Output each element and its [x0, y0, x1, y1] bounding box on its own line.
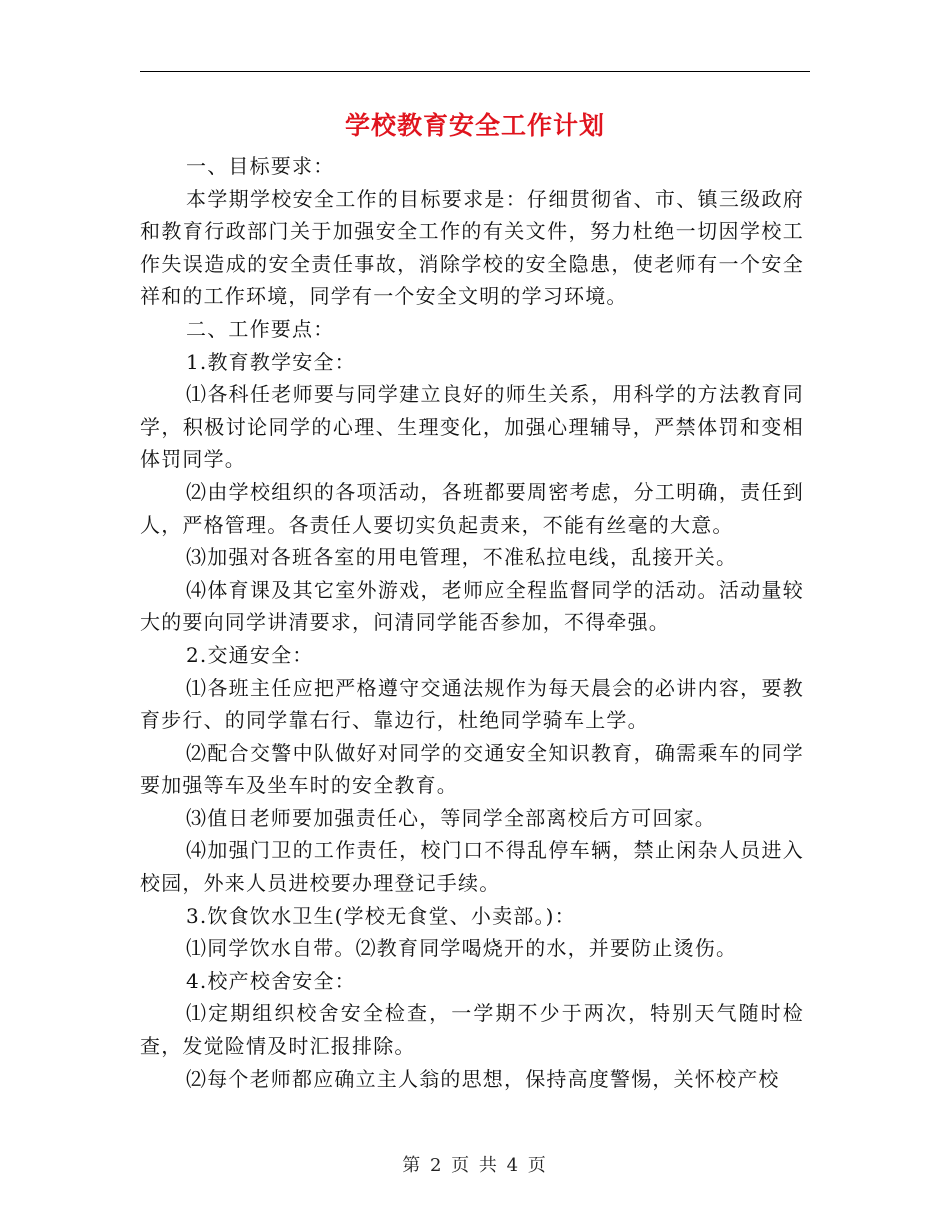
- paragraph-property-item-2: ⑵每个老师都应确立主人翁的思想，保持高度警惕，关怀校产校: [186, 1066, 780, 1091]
- paragraph-food-hygiene-heading: 3.饮食饮水卫生(学校无食堂、小卖部。)：: [186, 903, 576, 928]
- paragraph-teaching-item-4: ⑷体育课及其它室外游戏，老师应全程监督同学的活动。活动量较大的要向同学讲清要求，问清同学能否参加，不得牵强。: [140, 577, 804, 635]
- paragraph-teaching-item-3: ⑶加强对各班各室的用电管理，不准私拉电线，乱接开关。: [186, 545, 738, 570]
- paragraph-traffic-item-2: ⑵配合交警中队做好对同学的交通安全知识教育，确需乘车的同学要加强等车及坐车时的安全教育。: [140, 740, 804, 798]
- paragraph-property-safety-heading: 4.校产校舍安全：: [186, 968, 356, 993]
- paragraph-traffic-item-1: ⑴各班主任应把严格遵守交通法规作为每天晨会的必讲内容，要教育步行、的同学靠右行、靠边行，杜绝同学骑车上学。: [140, 675, 804, 733]
- paragraph-traffic-item-4: ⑷加强门卫的工作责任，校门口不得乱停车辆，禁止闲杂人员进入校园，外来人员进校要办理登记手续。: [140, 838, 804, 896]
- document-body: [140, 150, 804, 1095]
- paragraph-work-points-heading: 二、工作要点：: [186, 316, 335, 341]
- paragraph-teaching-safety-heading: 1.教育教学安全：: [186, 349, 356, 374]
- paragraph-teaching-item-2: ⑵由学校组织的各项活动，各班都要周密考虑，分工明确，责任到人，严格管理。各责任人要切实负起责来，不能有丝毫的大意。: [140, 479, 804, 537]
- header-rule: [140, 71, 810, 72]
- page-number-footer: 第 2 页 共 4 页: [402, 1155, 548, 1176]
- paragraph-teaching-item-1: ⑴各科任老师要与同学建立良好的师生关系，用科学的方法教育同学，积极讨论同学的心理、生理变化，加强心理辅导，严禁体罚和变相体罚同学。: [140, 382, 804, 472]
- paragraph-traffic-safety-heading: 2.交通安全：: [186, 642, 314, 667]
- paragraph-goal-heading: 一、目标要求：: [186, 154, 335, 178]
- paragraph-traffic-item-3: ⑶值日老师要加强责任心，等同学全部离校后方可回家。: [186, 805, 716, 830]
- paragraph-property-item-1: ⑴定期组织校舍安全检查，一学期不少于两次，特别天气随时检查，发觉险情及时汇报排除。: [140, 1001, 804, 1059]
- paragraph-food-hygiene-items: ⑴同学饮水自带。⑵教育同学喝烧开的水，并要防止烫伤。: [186, 936, 738, 961]
- document-title: 学校教育安全工作计划: [344, 111, 605, 140]
- paragraph-goal-text: 本学期学校安全工作的目标要求是：仔细贯彻省、市、镇三级政府和教育行政部门关于加强安全工作的有关文件，努力杜绝一切因学校工作失误造成的安全责任事故，消除学校的安全隐患，使老师有一个安全祥和的工作环境，同学有一个安全文明的学习环境。: [140, 186, 804, 309]
